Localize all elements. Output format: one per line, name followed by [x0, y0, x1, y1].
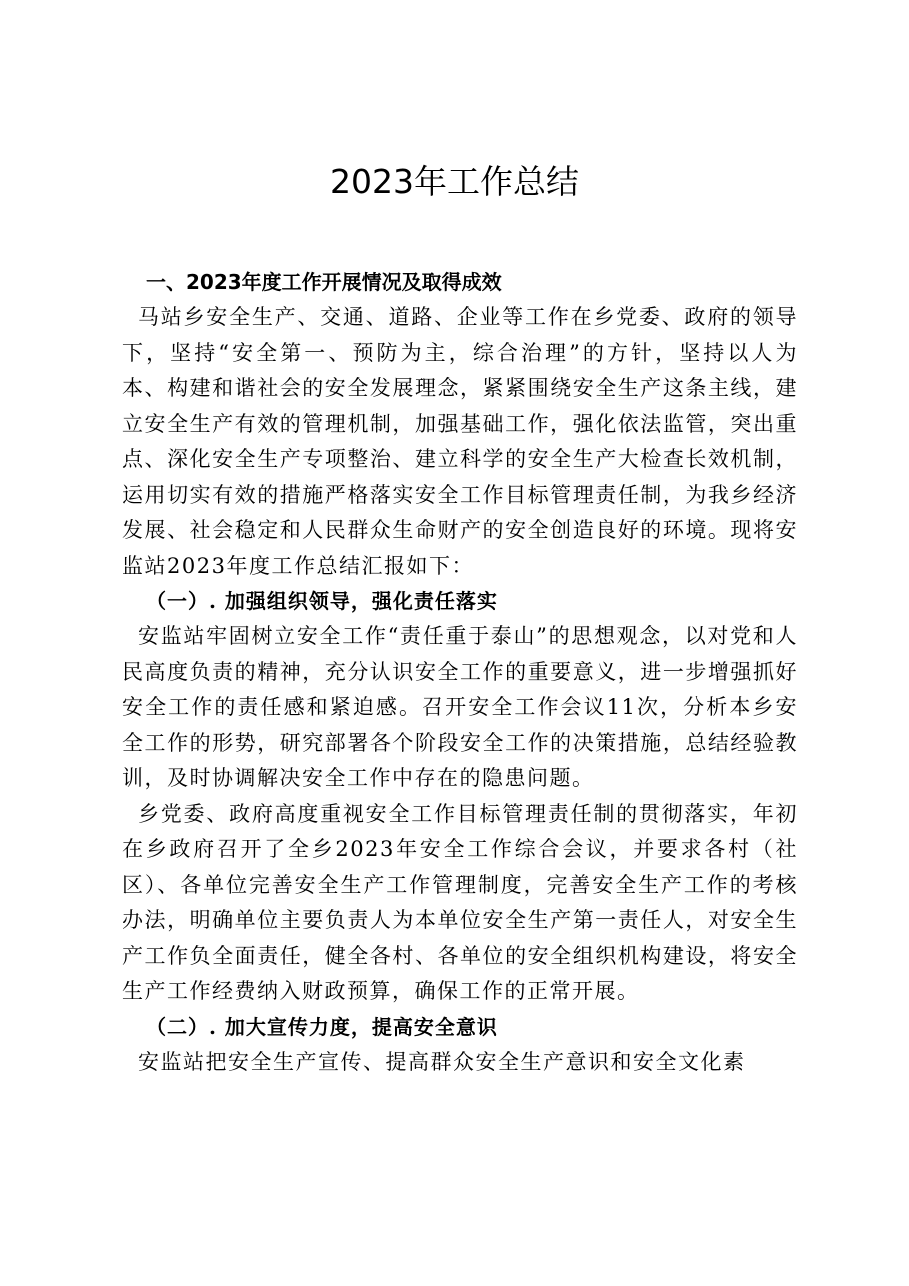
subsection-1-paragraph-2: 乡党委、政府高度重视安全工作目标管理责任制的贯彻落实，年初在乡政府召开了全乡2023年安全工作综合会议，并要求各村（社区）、各单位完善安全生产工作管理制度，完善安全生产工作的考核办法，明确单位主要负责人为本单位安全生产第一责任人，对安全生产工作负全面责任，健全各村、各单位的安全组织机构建设，将安全生产工作经费纳入财政预算，确保工作的正常开展。	[122, 801, 798, 1003]
subsection-heading-1: （一）. 加强组织领导，强化责任落实	[146, 589, 498, 613]
subsection-1-paragraph-1: 安监站牢固树立安全工作“责任重于泰山”的思想观念，以对党和人民高度负责的精神，充分认识安全工作的重要意义，进一步增强抓好安全工作的责任感和紧迫感。召开安全工作会议11次，分析本乡安全工作的形势，研究部署各个阶段安全工作的决策措施，总结经验教训，及时协调解决安全工作中存在的隐患问题。	[122, 624, 798, 790]
subsection-2-paragraph-1: 安监站把安全生产宣传、提高群众安全生产意识和安全文化素	[138, 1049, 746, 1074]
intro-paragraph: 马站乡安全生产、交通、道路、企业等工作在乡党委、政府的领导下，坚持“安全第一、预防为主，综合治理”的方针，坚持以人为本、构建和谐社会的安全发展理念，紧紧围绕安全生产这条主线，建立安全生产有效的管理机制，加强基础工作，强化依法监管，突出重点、深化安全生产专项整治、建立科学的安全生产大检查长效机制，运用切实有效的措施严格落实安全工作目标管理责任制，为我乡经济发展、社会稳定和人民群众生命财产的安全创造良好的环境。现将安监站2023年度工作总结汇报如下：	[122, 305, 798, 578]
section-heading: 一、2023年度工作开展情况及取得成效	[146, 270, 502, 294]
subsection-heading-2: （二）. 加大宣传力度，提高安全意识	[146, 1014, 498, 1039]
document-body	[122, 265, 798, 1080]
document-title: 2023年工作总结	[330, 162, 579, 201]
